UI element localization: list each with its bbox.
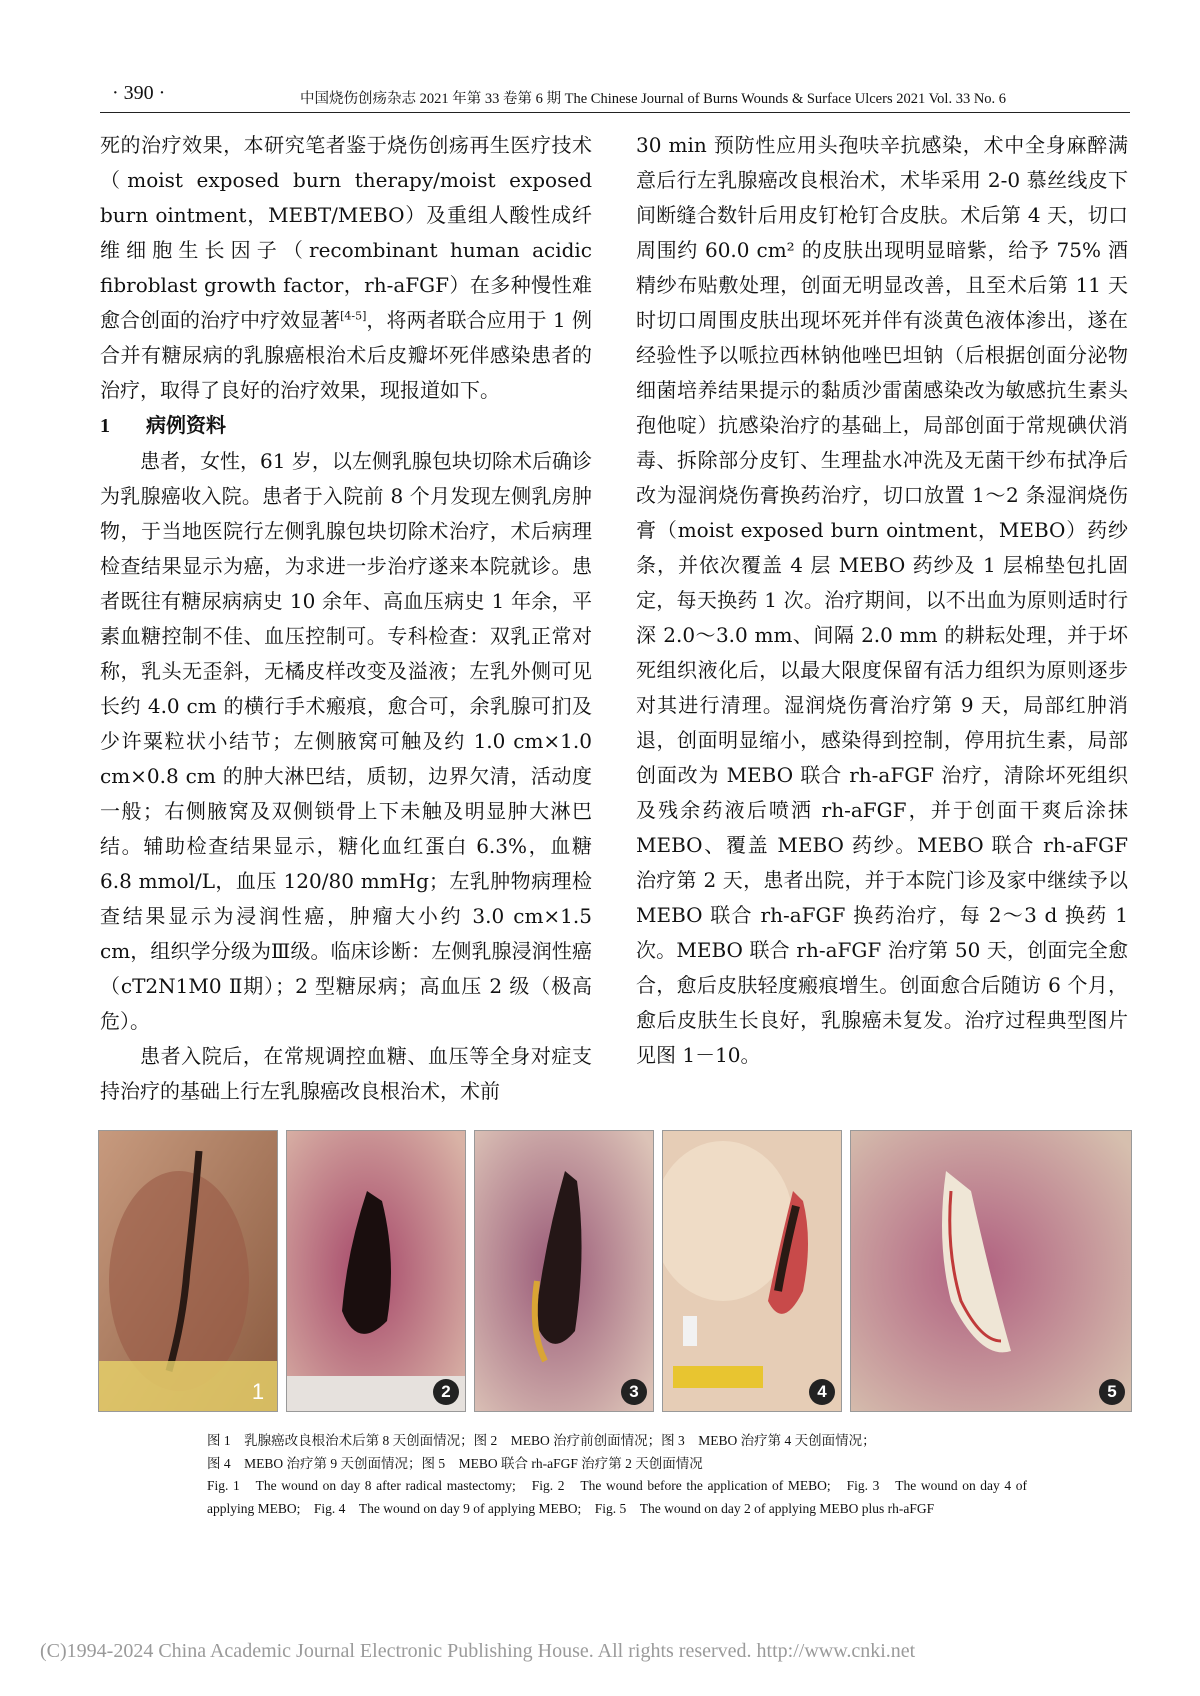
section-heading bbox=[100, 408, 592, 444]
wound-photo-4 bbox=[662, 1130, 842, 1412]
caption-cn-line-1: 图 1 乳腺癌改良根治术后第 8 天创面情况；图 2 MEBO 治疗前创面情况；图 3 MEBO 治疗第 4 天创面情况； bbox=[207, 1433, 876, 1448]
section-title: 病例资料 bbox=[146, 413, 226, 437]
wound-photo-4-image bbox=[663, 1131, 841, 1411]
header-rule bbox=[100, 112, 1130, 113]
running-head: 中国烧伤创疡杂志 2021 年第 33 卷第 6 期 The Chinese Journal of Burns Wounds & Surface Ulcers 2021 Vol. 33 No. 6 bbox=[300, 91, 1007, 107]
wound-photo-3-image bbox=[475, 1131, 653, 1411]
wound-photo-1 bbox=[98, 1130, 278, 1412]
photo-number: 1 bbox=[251, 1379, 265, 1404]
figure-caption bbox=[207, 1430, 1027, 1520]
treatment-paragraph: 30 min 预防性应用头孢呋辛抗感染，术中全身麻醉满意后行左乳腺癌改良根治术，术毕采用 2-0 慕丝线皮下间断缝合数针后用皮钉枪钉合皮肤。术后第 4 天，切口周围约 60.0 cm² 的皮肤出现明显暗紫，给予 75% 酒精纱布贴敷处理，创面无明显改善，且至术后第 11 天时切口周围皮肤出现坏死并伴有淡黄色液体渗出，遂在经验性予以哌拉西林钠他唑巴坦钠（后根据创面分泌物细菌培养结果提示的黏质沙雷菌感染改为敏感抗生素头孢他啶）抗感染治疗的基础上，局部创面于常规碘伏消毒、拆除部分皮钉、生理盐水冲洗及无菌干纱布拭净后改为湿润烧伤膏换药治疗，切口放置 1～2 条湿润烧伤膏（moist exposed burn ointment，MEBO）药纱条，并依次覆盖 4 层 MEBO 药纱及 1 层棉垫包扎固定，每天换药 1 次。治疗期间，以不出血为原则适时行深 2.0～3.0 mm、间隔 2.0 mm 的耕耘处理，并于坏死组织液化后，以最大限度保留有活力组织为原则逐步对其进行清理。湿润烧伤膏治疗第 9 天，局部红肿消退，创面明显缩小，感染得到控制，停用抗生素，局部创面改为 MEBO 联合 rh-aFGF 治疗，清除坏死组织及残余药液后喷洒 rh-aFGF，并于创面干爽后涂抹 MEBO、覆盖 MEBO 药纱。MEBO 联合 rh-aFGF 治疗第 2 天，患者出院，并于本院门诊及家中继续予以 MEBO 联合 rh-aFGF 换药治疗，每 2～3 d 换药 1 次。MEBO 联合 rh-aFGF 治疗第 50 天，创面完全愈合，愈后皮肤轻度瘢痕增生。创面愈合后随访 6 个月，愈后皮肤生长良好，乳腺癌未复发。治疗过程典型图片见图 1－10。 bbox=[636, 133, 1128, 1067]
section-number: 1 bbox=[100, 415, 110, 437]
wound-photo-3 bbox=[474, 1130, 654, 1412]
admission-paragraph: 患者入院后，在常规调控血糖、血压等全身对症支持治疗的基础上行左乳腺癌改良根治术，术前 bbox=[100, 1044, 592, 1103]
copyright-footer: (C)1994-2024 China Academic Journal Electronic Publishing House. All rights reserved. http://www.cnki.net bbox=[40, 1640, 916, 1662]
left-column bbox=[100, 128, 592, 1109]
photo-number: 4 bbox=[809, 1379, 835, 1405]
wound-photo-2-image bbox=[287, 1131, 465, 1411]
caption-en: Fig. 1 The wound on day 8 after radical mastectomy; Fig. 2 The wound before the application of MEBO; Fig. 3 The wound on day 4 of applying MEBO; Fig. 4 The wound on day 9 of applying MEBO; Fig. 5 The wound on day 2 of applying MEBO plus rh-aFGF bbox=[207, 1478, 1027, 1516]
photo-number: 3 bbox=[621, 1379, 647, 1405]
wound-photo-2 bbox=[286, 1130, 466, 1412]
page-header bbox=[0, 0, 1200, 118]
wound-photo-5-image bbox=[851, 1131, 1131, 1411]
left-paragraph-1-tail: ，将两者联合应用于 1 例合并有糖尿病的乳腺癌根治术后皮瓣坏死伴感染患者的治疗，取得了良好的治疗效果，现报道如下。 bbox=[100, 308, 592, 402]
wound-photo-1-image bbox=[99, 1131, 277, 1411]
citation-ref[interactable]: [4-5] bbox=[340, 309, 367, 323]
caption-cn-line-2: 图 4 MEBO 治疗第 9 天创面情况；图 5 MEBO 联合 rh-aFGF 治疗第 2 天创面情况 bbox=[207, 1455, 703, 1471]
left-paragraph-1 bbox=[100, 128, 592, 408]
wound-photo-5 bbox=[850, 1130, 1132, 1412]
photo-number: 2 bbox=[433, 1379, 459, 1405]
page-number: · 390 · bbox=[112, 82, 166, 104]
right-column bbox=[636, 128, 1128, 1073]
photo-number: 5 bbox=[1099, 1379, 1125, 1405]
figure-strip bbox=[98, 1130, 1130, 1410]
left-paragraph-1-text: 死的治疗效果，本研究笔者鉴于烧伤创疡再生医疗技术（moist exposed burn therapy/moist exposed burn ointment，MEBT/MEBO）及重组人酸性成纤维细胞生长因子（recombinant human acidic fibroblast growth factor，rh-aFGF）在多种慢性难愈合创面的治疗中疗效显著 bbox=[100, 133, 592, 332]
case-paragraph: 患者，女性，61 岁，以左侧乳腺包块切除术后确诊为乳腺癌收入院。患者于入院前 8 个月发现左侧乳房肿物，于当地医院行左侧乳腺包块切除术治疗，术后病理检查结果显示为癌，为求进一步治疗遂来本院就诊。患者既往有糖尿病病史 10 余年、高血压病史 1 年余，平素血糖控制不佳、血压控制可。专科检查：双乳正常对称，乳头无歪斜，无橘皮样改变及溢液；左乳外侧可见长约 4.0 cm 的横行手术瘢痕，愈合可，余乳腺可扪及少许粟粒状小结节；左侧腋窝可触及约 1.0 cm×1.0 cm×0.8 cm 的肿大淋巴结，质韧，边界欠清，活动度一般；右侧腋窝及双侧锁骨上下未触及明显肿大淋巴结。辅助检查结果显示，糖化血红蛋白 6.3%，血糖 6.8 mmol/L，血压 120/80 mmHg；左乳肿物病理检查结果显示为浸润性癌，肿瘤大小约 3.0 cm×1.5 cm，组织学分级为Ⅲ级。临床诊断：左侧乳腺浸润性癌（cT2N1M0 Ⅱ期）；2 型糖尿病；高血压 2 级（极高危）。 bbox=[100, 449, 592, 1033]
